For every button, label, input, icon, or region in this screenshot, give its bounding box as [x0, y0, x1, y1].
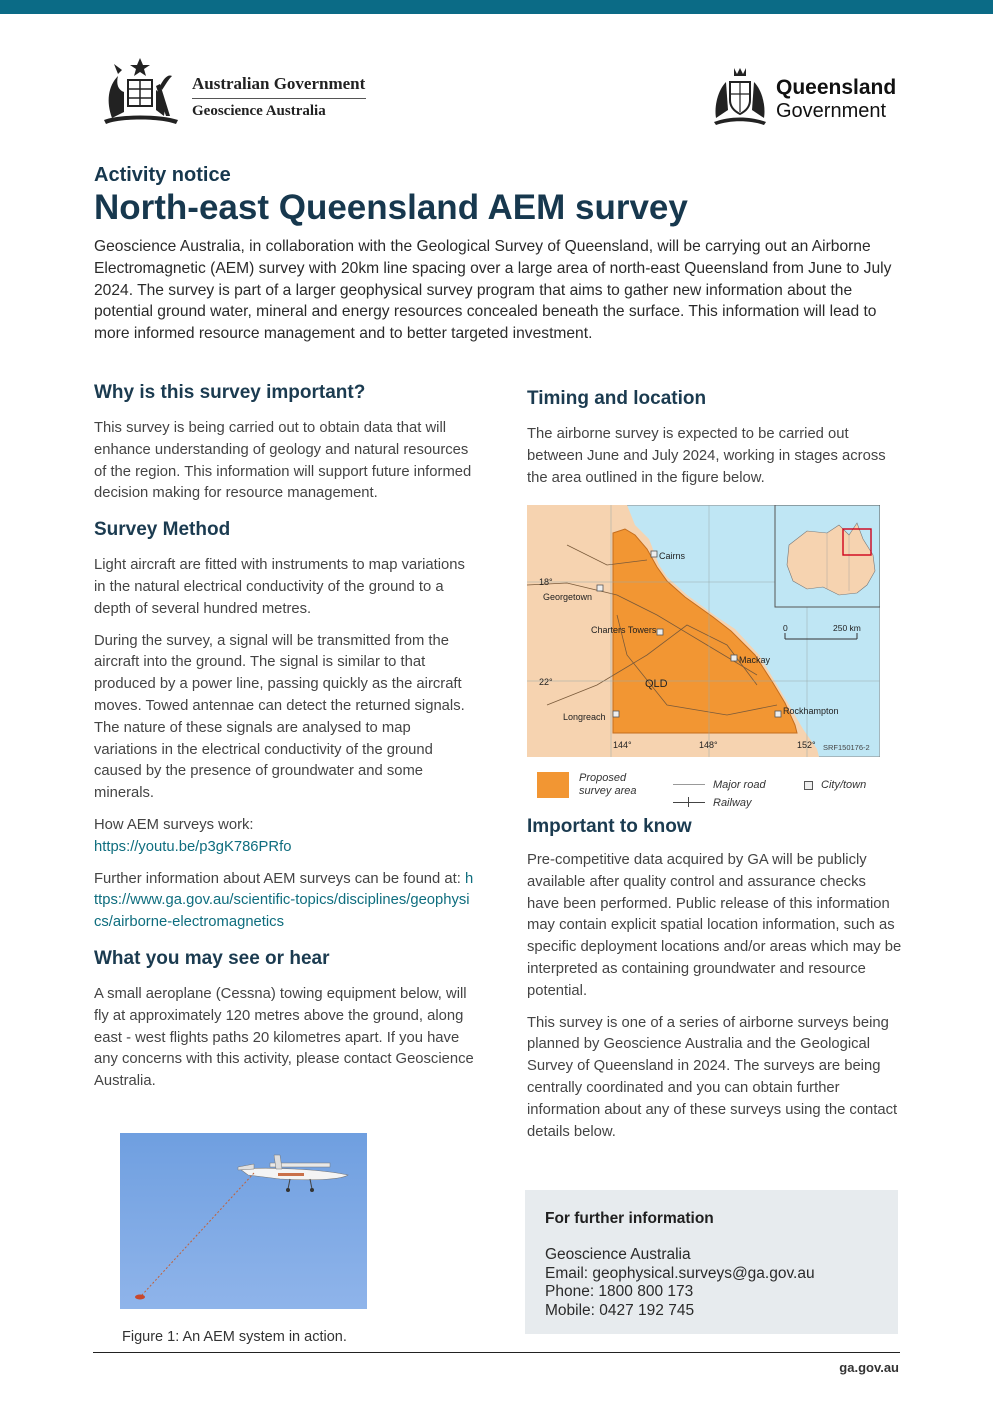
- contact-details: [545, 1246, 815, 1320]
- town-marker: [597, 585, 603, 591]
- town-marker: [613, 711, 619, 717]
- how-aem-paragraph: [94, 815, 474, 859]
- see-hear-paragraph: A small aeroplane (Cessna) towing equipment below, will fly at approximately 120 metres above the ground, along east - west flights paths 20 kilometres apart. If you have any concerns with this activity, please contact Geoscience Australia.: [94, 985, 474, 1090]
- timing-paragraph: The airborne survey is expected to be carried out between June and July 2024, working in stages across the area outlined in the figure below.: [527, 426, 886, 486]
- activity-notice-label: Activity notice: [94, 164, 231, 186]
- legend-road-line: [673, 784, 705, 785]
- town-marker: [657, 629, 663, 635]
- youtube-link[interactable]: https://youtu.be/p3gK786PRfo: [94, 838, 292, 855]
- town-marker: [731, 655, 737, 661]
- left-column: [94, 382, 474, 1093]
- ag-logo-line2: Geoscience Australia: [192, 103, 326, 119]
- intro-paragraph: Geoscience Australia, in collaboration with the Geological Survey of Queensland, will be carrying out an Airborne Electromagnetic (AEM) survey with 20km line spacing over a large area of north-east Queensland from June to July 2024. The survey is part of a larger geophysical survey program that aims to gather new information about the potential ground water, mineral and energy resources concealed beneath the surface. This information will lead to more informed resource management and to better targeted investment.: [94, 238, 892, 343]
- further-info-label: Further information about AEM surveys can be found at:: [94, 870, 465, 887]
- further-info-paragraph: [94, 869, 474, 934]
- ag-logo-divider: [192, 98, 366, 99]
- map-lon-label: 144°: [613, 740, 632, 750]
- why-heading: Why is this survey important?: [94, 382, 366, 403]
- contact-mobile[interactable]: Mobile: 0427 192 745: [545, 1301, 695, 1319]
- town-label-charters-towers: Charters Towers: [591, 625, 657, 635]
- map-lat-label: 22°: [539, 677, 553, 687]
- figure-caption: Figure 1: An AEM system in action.: [122, 1329, 347, 1345]
- page-title: North-east Queensland AEM survey: [94, 188, 688, 227]
- ag-logo-line1: Australian Government: [192, 74, 366, 93]
- coat-of-arms-icon: [94, 56, 186, 126]
- map-lat-label: 18°: [539, 577, 553, 587]
- towed-receiver-icon: [135, 1295, 145, 1300]
- australian-government-logo: [94, 56, 384, 126]
- town-label-georgetown: Georgetown: [543, 592, 593, 602]
- legend-city-label: City/town: [821, 779, 867, 791]
- contact-org: Geoscience Australia: [545, 1246, 691, 1263]
- figure-code: SRF150176-2: [823, 743, 870, 752]
- legend-rail-tick: [688, 797, 689, 807]
- footer-website[interactable]: ga.gov.au: [839, 1360, 899, 1375]
- why-paragraph: This survey is being carried out to obtain data that will enhance understanding of geology and natural resources of the region. This information will support future informed decision making for resource management.: [94, 420, 472, 502]
- top-accent-bar: [0, 0, 993, 14]
- legend-survey-area-swatch: [537, 772, 569, 798]
- timing-heading: Timing and location: [527, 388, 707, 409]
- map-lon-label: 152°: [797, 740, 816, 750]
- town-label-rockhampton: Rockhampton: [783, 706, 839, 716]
- how-aem-label: How AEM surveys work:: [94, 816, 254, 833]
- important-paragraph-2: This survey is one of a series of airborne surveys being planned by Geoscience Australia and the Geological Survey of Queensland in 2024. The surveys are being centrally coordinated and you can obtain further information about any of these surveys using the contact details below.: [527, 1014, 898, 1140]
- see-hear-heading: What you may see or hear: [94, 947, 330, 969]
- qld-logo-line1: Queensland: [776, 76, 897, 99]
- legend-major-road-label: Major road: [713, 779, 766, 791]
- legend-city-marker: [804, 781, 813, 790]
- right-column: [527, 388, 902, 489]
- town-label-cairns: Cairns: [659, 551, 686, 561]
- contact-email[interactable]: Email: geophysical.surveys@ga.gov.au: [545, 1264, 815, 1282]
- town-label-longreach: Longreach: [563, 712, 606, 722]
- scale-bar-end: 250 km: [833, 623, 861, 633]
- footer-divider: [93, 1352, 900, 1353]
- region-label-qld: QLD: [645, 678, 668, 690]
- method-heading: Survey Method: [94, 519, 231, 541]
- legend-survey-area-label: Proposed survey area: [579, 772, 637, 797]
- important-paragraph-1: Pre-competitive data acquired by GA will be publicly available after quality control and assurance checks have been performed. Public release of this information may contain explicit spatial location information, such as specific deployment locations and/or areas which may be interpreted as containing groundwater and resource potential.: [527, 852, 902, 999]
- qld-logo-line2: Government: [776, 100, 887, 122]
- map-lon-label: 148°: [699, 740, 718, 750]
- contact-phone[interactable]: Phone: 1800 800 173: [545, 1283, 694, 1300]
- contact-box-title: For further information: [545, 1210, 714, 1227]
- town-marker: [775, 711, 781, 717]
- aem-aircraft-photo: [120, 1133, 367, 1309]
- method-paragraph-1: Light aircraft are fitted with instruments to map variations in the natural electrical conductivity of the ground to a depth of several hundred metres.: [94, 557, 465, 617]
- legend-railway-label: Railway: [713, 797, 752, 809]
- survey-map: [527, 505, 880, 757]
- scale-bar-start: 0: [783, 623, 788, 633]
- map-legend: [537, 770, 897, 812]
- legend-rail-line: [673, 802, 705, 803]
- contact-info-box: [525, 1190, 898, 1334]
- town-label-mackay: Mackay: [739, 655, 771, 665]
- important-heading: Important to know: [527, 816, 692, 837]
- ga-aem-link[interactable]: https://www.ga.gov.au/scientific-topics/disciplines/geophysics/airborne-electromagnetics: [94, 870, 474, 931]
- method-paragraph-2: During the survey, a signal will be transmitted from the aircraft into the ground. The signal is similar to that produced by a power line, passing quickly as the aircraft moves. Towed antennae can detect the returned signals. The nature of these signals are analysed to map variations in the electrical conductivity of the ground caused by the presence of groundwater and some minerals.: [94, 632, 465, 802]
- queensland-government-logo: [710, 66, 900, 126]
- important-section: [527, 816, 902, 1143]
- town-marker: [651, 551, 657, 557]
- queensland-crest-icon: [710, 66, 770, 126]
